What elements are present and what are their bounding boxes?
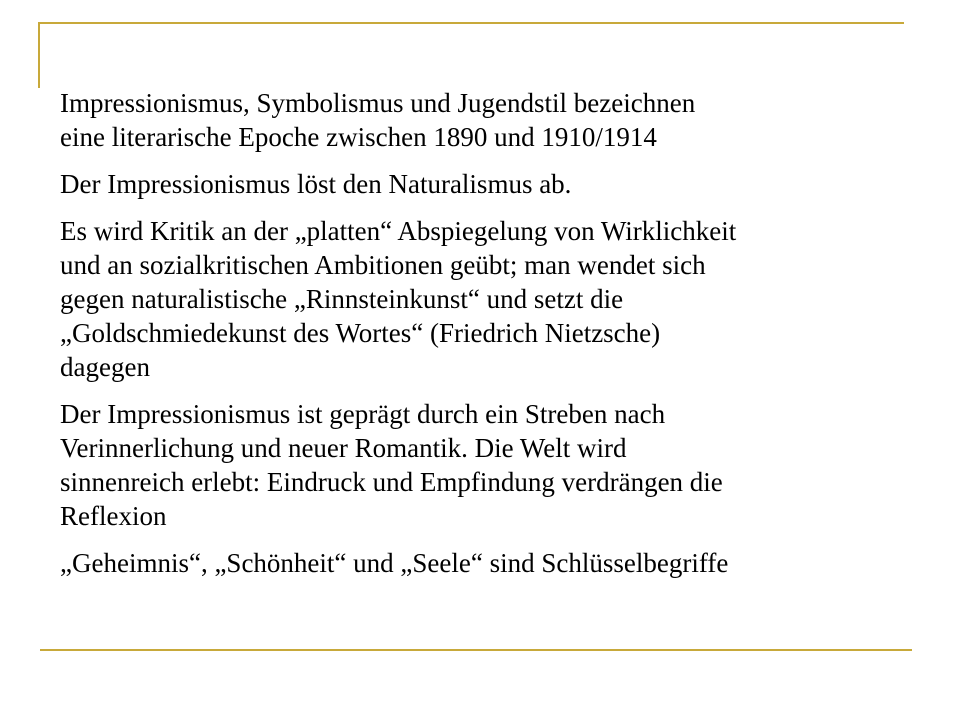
text-line: und an sozialkritischen Ambitionen geübt; man wendet sich: [60, 250, 706, 280]
paragraph-key-terms: [60, 546, 900, 580]
text-line: „Goldschmiedekunst des Wortes“ (Friedrich Nietzsche): [60, 318, 661, 348]
bottom-rule: [40, 649, 912, 651]
top-rule: [40, 22, 904, 24]
text-line: Der Impressionismus löst den Naturalismus ab.: [60, 169, 572, 199]
paragraph-characteristics: [60, 397, 900, 533]
text-line: Reflexion: [60, 501, 167, 531]
paragraph-epoch: [60, 86, 900, 154]
slide-body: [60, 86, 900, 593]
left-rule: [38, 22, 40, 88]
paragraph-replaces-naturalism: [60, 167, 900, 201]
text-line: sinnenreich erlebt: Eindruck und Empfindung verdrängen die: [60, 467, 723, 497]
text-line: gegen naturalistische „Rinnsteinkunst“ und setzt die: [60, 284, 624, 314]
paragraph-criticism: [60, 214, 900, 384]
text-line: Impressionismus, Symbolismus und Jugendstil bezeichnen: [60, 88, 696, 118]
text-line: „Geheimnis“, „Schönheit“ und „Seele“ sind Schlüsselbegriffe: [60, 548, 729, 578]
text-line: dagegen: [60, 352, 150, 382]
text-line: Es wird Kritik an der „platten“ Abspiegelung von Wirklichkeit: [60, 216, 737, 246]
text-line: Der Impressionismus ist geprägt durch ein Streben nach: [60, 399, 666, 429]
text-line: eine literarische Epoche zwischen 1890 und 1910/1914: [60, 122, 657, 152]
text-line: Verinnerlichung und neuer Romantik. Die Welt wird: [60, 433, 627, 463]
